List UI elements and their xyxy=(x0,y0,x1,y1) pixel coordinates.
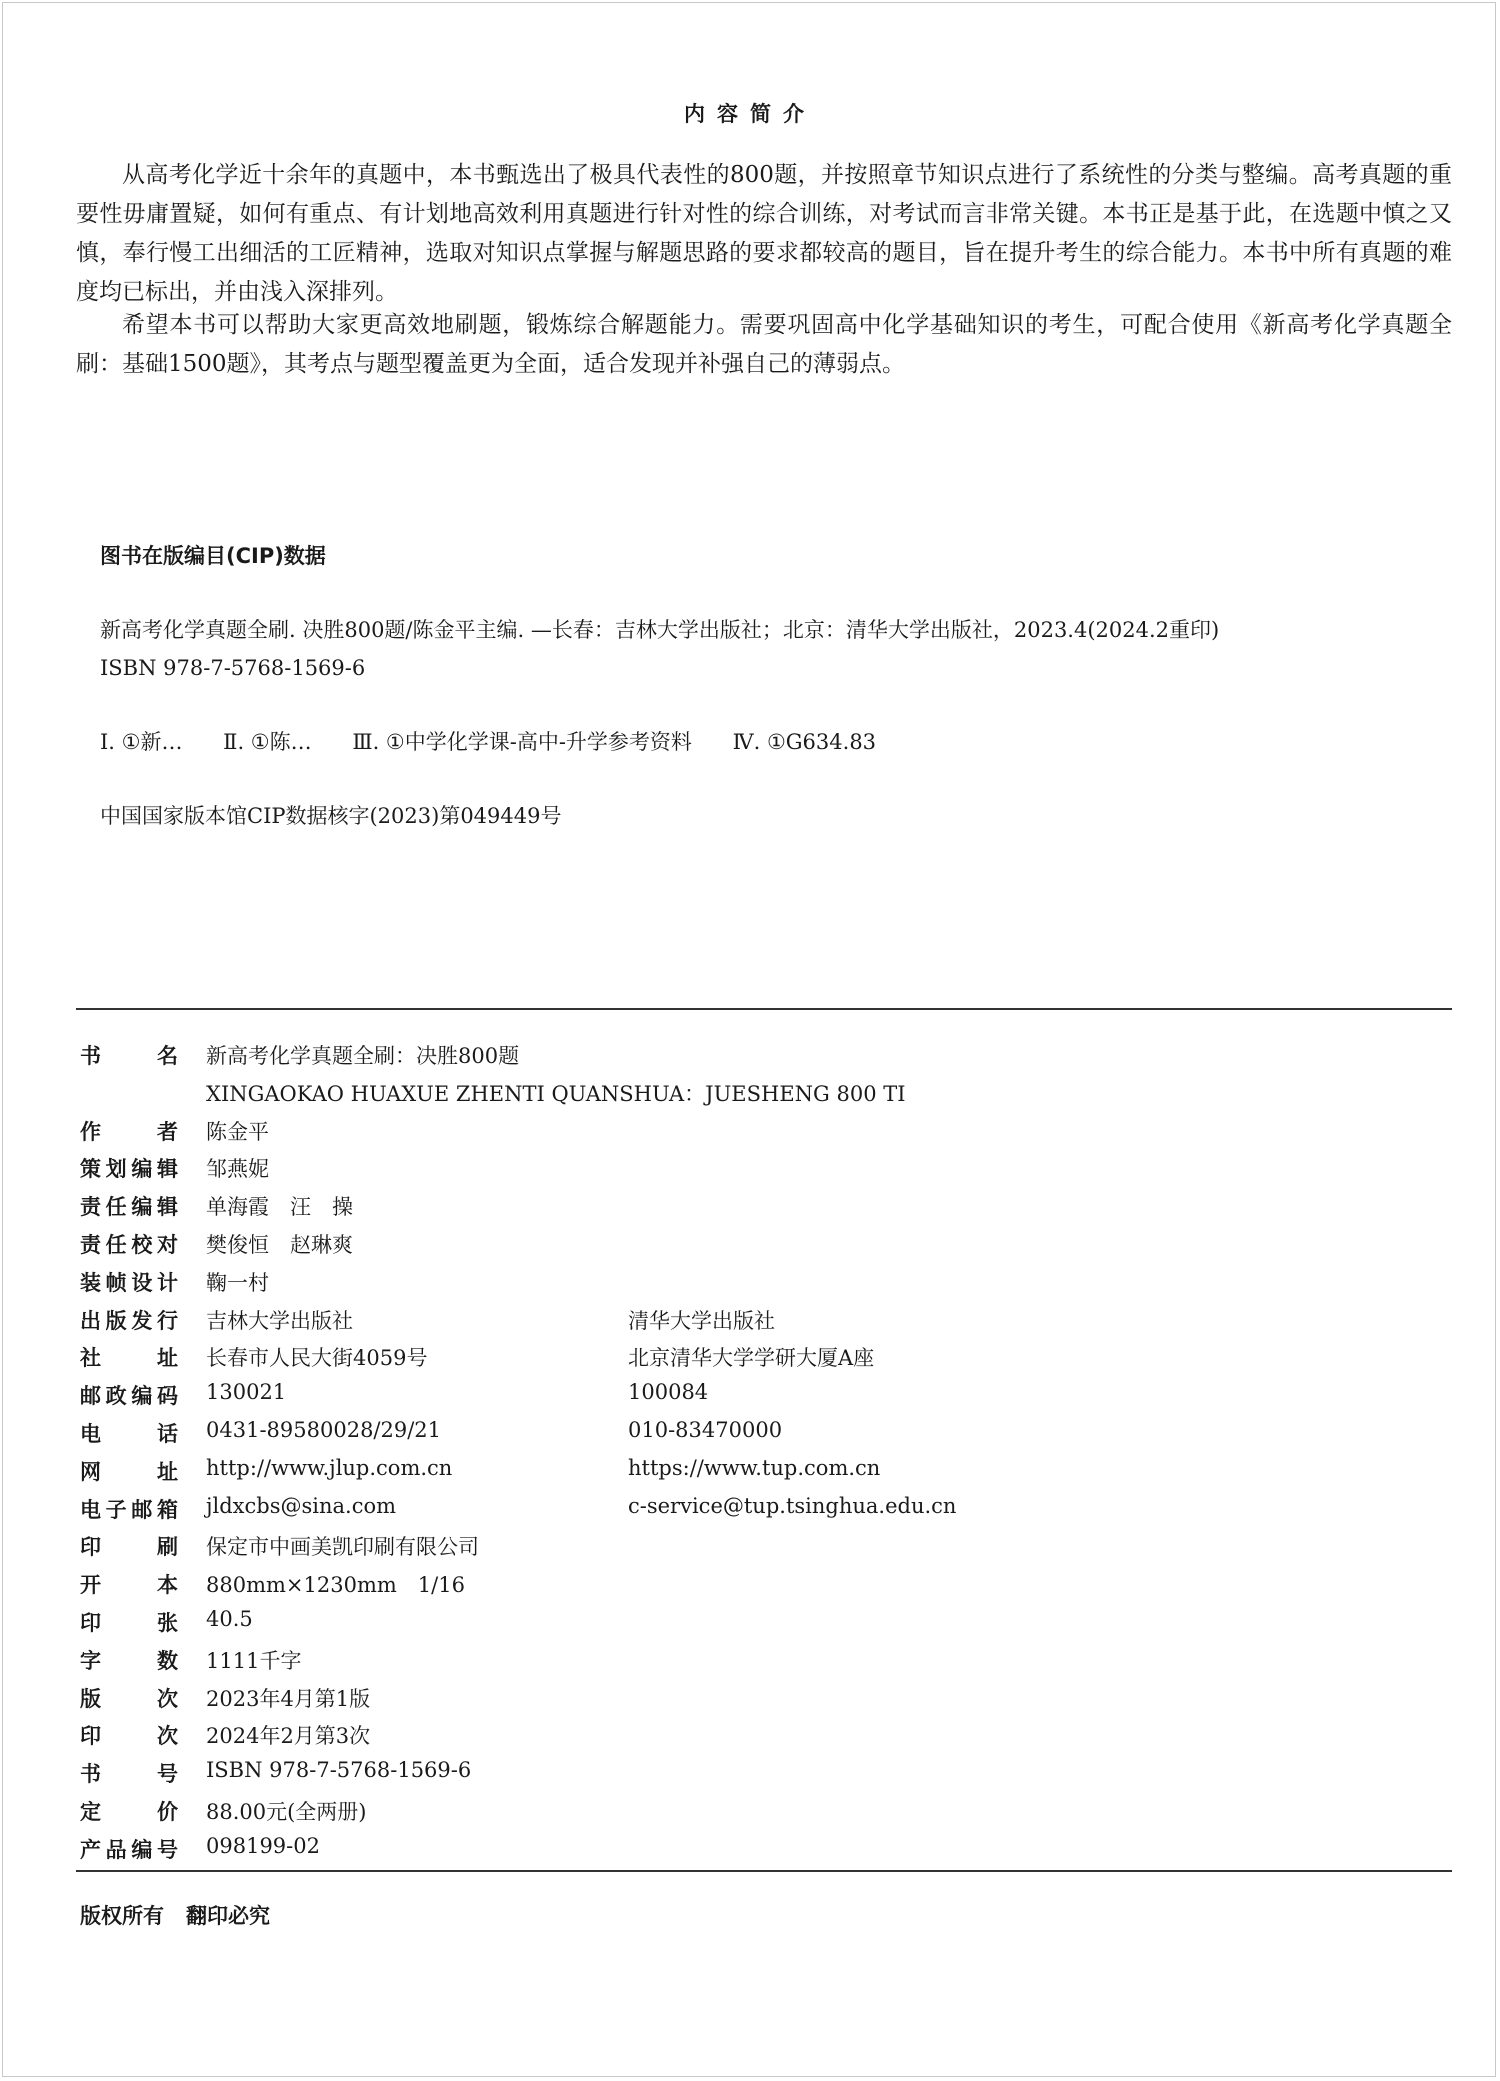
imprint-label-char: 次 xyxy=(157,1686,178,1711)
imprint-label-char: 书 xyxy=(80,1762,101,1787)
imprint-label-char: 社 xyxy=(80,1346,101,1371)
imprint-value: 陈金平 xyxy=(206,1119,269,1144)
imprint-label-char: 品 xyxy=(105,1837,127,1862)
imprint-label xyxy=(80,1342,178,1372)
imprint-value: 樊俊恒 赵琳爽 xyxy=(206,1233,353,1257)
imprint-label-char: 计 xyxy=(156,1270,178,1295)
imprint-label-char: 刷 xyxy=(157,1535,178,1560)
imprint-value: jldxcbs@sina.com xyxy=(206,1493,397,1518)
imprint-label-char: 编 xyxy=(131,1384,153,1409)
imprint-label-char: 策 xyxy=(80,1157,101,1182)
imprint-value: 邹燕妮 xyxy=(206,1157,269,1182)
imprint-label xyxy=(80,1607,178,1637)
imprint-label-char: 版 xyxy=(105,1308,127,1333)
intro-title: 内容简介 xyxy=(684,102,816,126)
imprint-label xyxy=(80,1494,178,1524)
imprint-value: 鞠一村 xyxy=(206,1270,269,1295)
imprint-label xyxy=(80,1418,178,1448)
imprint-value: 098199-02 xyxy=(206,1833,320,1858)
imprint-label-char: 责 xyxy=(80,1233,101,1257)
imprint-label-char: 电 xyxy=(80,1497,101,1522)
imprint-value: 40.5 xyxy=(206,1607,253,1631)
imprint-label-char: 本 xyxy=(157,1573,178,1598)
cip-classification xyxy=(100,726,910,756)
imprint-label xyxy=(80,1758,178,1788)
imprint-label-char: 帧 xyxy=(105,1270,127,1295)
imprint-label xyxy=(80,1116,178,1146)
imprint-label-char: 邮 xyxy=(80,1384,101,1409)
imprint-value-secondary: 清华大学出版社 xyxy=(628,1308,775,1333)
copyright-notice xyxy=(80,1900,270,1930)
imprint-label-char: 版 xyxy=(80,1686,101,1711)
imprint-value-secondary: c-service@tup.tsinghua.edu.cn xyxy=(628,1493,957,1518)
imprint-value: 1111千字 xyxy=(206,1648,302,1673)
imprint-label-char: 号 xyxy=(157,1762,178,1787)
imprint-label-char: 网 xyxy=(80,1459,101,1484)
imprint-label-char: 对 xyxy=(156,1233,178,1257)
imprint-label xyxy=(80,1380,178,1410)
imprint-label-char: 作 xyxy=(80,1119,101,1144)
imprint-value: 130021 xyxy=(206,1380,287,1405)
imprint-value: 0431-89580028/29/21 xyxy=(206,1418,442,1442)
imprint-value: 保定市中画美凯印刷有限公司 xyxy=(206,1535,479,1560)
imprint-label-char: 任 xyxy=(105,1233,127,1257)
imprint-label-char: 政 xyxy=(105,1384,127,1409)
imprint-label-char: 出 xyxy=(80,1308,101,1333)
imprint-value-secondary: 北京清华大学学研大厦A座 xyxy=(628,1346,875,1371)
imprint-label-char: 辑 xyxy=(156,1157,178,1182)
imprint-value: http://www.jlup.com.cn xyxy=(206,1455,453,1480)
imprint-label-char: 产 xyxy=(80,1837,101,1862)
divider-top xyxy=(76,1008,1452,1010)
imprint-label-char: 发 xyxy=(131,1308,153,1333)
imprint-value-secondary: https://www.tup.com.cn xyxy=(628,1455,881,1480)
cip-class-1: Ⅰ. ①新… xyxy=(100,730,183,754)
imprint-value: 吉林大学出版社 xyxy=(206,1308,353,1333)
imprint-label xyxy=(80,1153,178,1183)
imprint-label-char: 编 xyxy=(131,1157,153,1182)
imprint-value: 长春市人民大街4059号 xyxy=(206,1346,428,1371)
imprint-label-char: 定 xyxy=(80,1800,101,1824)
imprint-label xyxy=(80,1645,178,1675)
imprint-label xyxy=(80,1569,178,1599)
cip-isbn: ISBN 978-7-5768-1569-6 xyxy=(100,656,366,680)
imprint-value: 880mm×1230mm 1/16 xyxy=(206,1573,465,1598)
imprint-value: 新高考化学真题全刷：决胜800题 xyxy=(206,1044,520,1068)
imprint-label xyxy=(80,1796,178,1826)
imprint-label-char: 者 xyxy=(157,1119,178,1144)
copyright-right: 翻印必究 xyxy=(186,1904,270,1928)
imprint-label-char: 号 xyxy=(156,1837,178,1862)
imprint-label-char: 电 xyxy=(80,1422,101,1446)
imprint-label xyxy=(80,1834,178,1864)
imprint-value-secondary: 100084 xyxy=(628,1380,709,1405)
imprint-label-char: 辑 xyxy=(156,1195,178,1220)
imprint-label-char: 子 xyxy=(105,1497,127,1522)
imprint-label-char: 书 xyxy=(80,1044,101,1068)
imprint-value: ISBN 978-7-5768-1569-6 xyxy=(206,1758,472,1783)
imprint-label-char: 邮 xyxy=(131,1497,153,1522)
imprint-value: 88.00元(全两册) xyxy=(206,1800,367,1824)
imprint-label-char: 开 xyxy=(80,1573,101,1598)
imprint-label-char: 话 xyxy=(157,1422,178,1446)
imprint-value: 2024年2月第3次 xyxy=(206,1724,371,1749)
cip-record: 新高考化学真题全刷. 决胜800题/陈金平主编. —长春：吉林大学出版社；北京：清华大学出版社，2023.4(2024.2重印) xyxy=(100,618,1220,642)
imprint-label-char: 编 xyxy=(131,1837,153,1862)
imprint-label xyxy=(80,1040,178,1070)
imprint-value: XINGAOKAO HUAXUE ZHENTI QUANSHUA：JUESHENG 800 TI xyxy=(206,1081,906,1106)
imprint-label xyxy=(80,1191,178,1221)
imprint-label-char: 印 xyxy=(80,1611,101,1635)
imprint-label-char: 址 xyxy=(157,1459,178,1484)
imprint-label-char: 行 xyxy=(156,1308,178,1333)
imprint-label-char: 校 xyxy=(131,1233,153,1257)
imprint-label-char: 任 xyxy=(105,1195,127,1220)
imprint-label-char: 数 xyxy=(157,1648,178,1673)
imprint-label-char: 编 xyxy=(131,1195,153,1220)
imprint-label-char: 箱 xyxy=(156,1497,178,1522)
imprint-label xyxy=(80,1720,178,1750)
imprint-label-char: 码 xyxy=(156,1384,178,1409)
cip-heading: 图书在版编目(CIP)数据 xyxy=(100,544,326,568)
intro-paragraph-1: 从高考化学近十余年的真题中，本书甄选出了极具代表性的800题，并按照章节知识点进行了系统性的分类与整编。高考真题的重要性毋庸置疑，如何有重点、有计划地高效利用真题进行针对性的综合训练，对考试而言非常关键。本书正是基于此，在选题中慎之又慎，奉行慢工出细活的工匠精神，选取对知识点掌握与解题思路的要求都较高的题目，旨在提升考生的综合能力。本书中所有真题的难度均已标出，并由浅入深排列。 xyxy=(76,162,1452,305)
imprint-label-char: 印 xyxy=(80,1724,101,1749)
imprint-label-char: 设 xyxy=(131,1270,153,1295)
imprint-label-char: 划 xyxy=(105,1157,127,1182)
imprint-label-char: 字 xyxy=(80,1648,101,1673)
divider-bottom xyxy=(76,1870,1452,1872)
imprint-label-char: 责 xyxy=(80,1195,101,1220)
imprint-value: 单海霞 汪 操 xyxy=(206,1195,353,1220)
imprint-label xyxy=(80,1683,178,1713)
cip-verification: 中国国家版本馆CIP数据核字(2023)第049449号 xyxy=(100,804,562,828)
imprint-label-char: 装 xyxy=(80,1270,101,1295)
imprint-label xyxy=(80,1456,178,1486)
cip-class-2: Ⅱ. ①陈… xyxy=(223,730,312,754)
imprint-label xyxy=(80,1229,178,1259)
imprint-label-char: 张 xyxy=(157,1611,178,1635)
imprint-label-char: 印 xyxy=(80,1535,101,1560)
imprint-value: 2023年4月第1版 xyxy=(206,1686,371,1711)
imprint-label xyxy=(80,1305,178,1335)
imprint-value-secondary: 010-83470000 xyxy=(628,1418,783,1442)
copyright-left: 版权所有 xyxy=(80,1904,164,1928)
cip-class-3: Ⅲ. ①中学化学课-高中-升学参考资料 xyxy=(352,730,692,754)
imprint-label-char: 次 xyxy=(157,1724,178,1749)
intro-paragraph-2: 希望本书可以帮助大家更高效地刷题，锻炼综合解题能力。需要巩固高中化学基础知识的考生，可配合使用《新高考化学真题全刷：基础1500题》，其考点与题型覆盖更为全面，适合发现并补强自己的薄弱点。 xyxy=(76,312,1452,377)
imprint-label xyxy=(80,1531,178,1561)
cip-class-4: Ⅳ. ①G634.83 xyxy=(732,730,877,754)
imprint-label xyxy=(80,1267,178,1297)
imprint-label-char: 名 xyxy=(157,1044,178,1068)
imprint-label-char: 址 xyxy=(157,1346,178,1371)
imprint-label-char: 价 xyxy=(157,1800,178,1824)
